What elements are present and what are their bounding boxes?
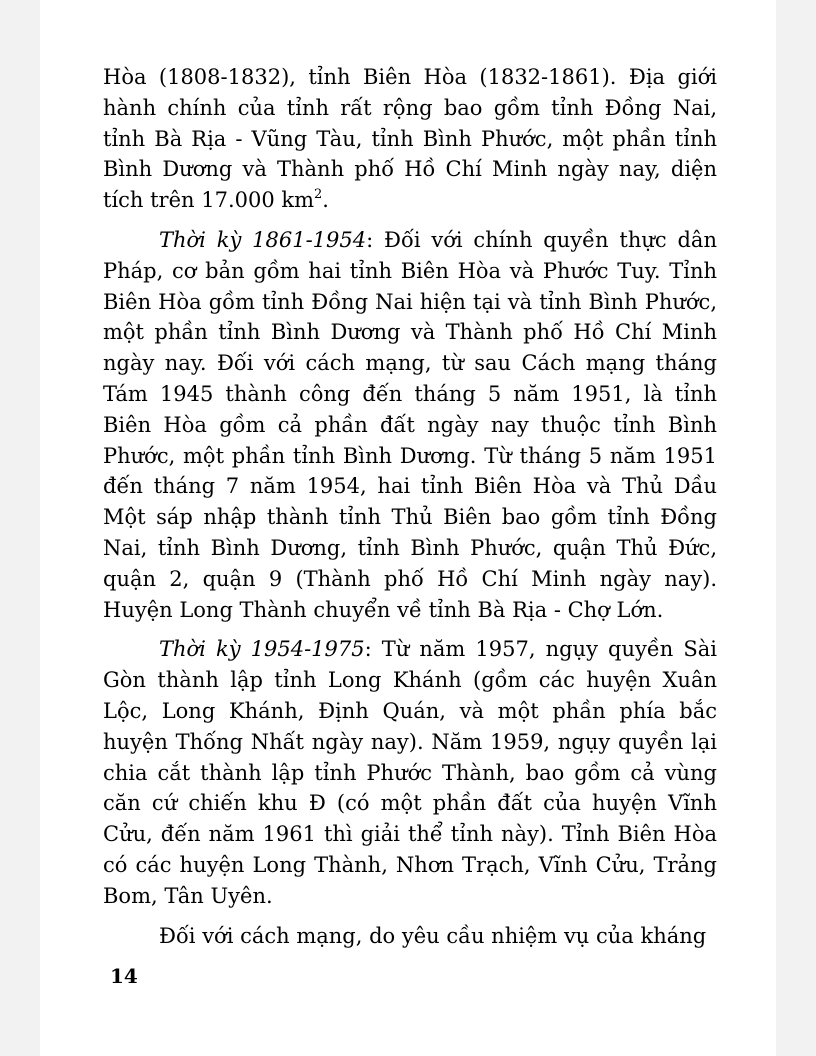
paragraph-1-end: .	[322, 188, 329, 213]
page-number: 14	[110, 964, 138, 988]
book-page	[40, 0, 776, 1056]
paragraph-3	[103, 634, 717, 911]
period-heading-1954-1975: Thời kỳ 1954-1975	[159, 637, 365, 662]
paragraph-3-text: : Từ năm 1957, ngụy quyền Sài Gòn thành lập tỉnh Long Khánh (gồm các huyện Xuân Lộc, Long Khánh, Định Quán, và một phần phía bắc huyện Thống Nhất ngày nay). Năm 1959, ngụy quyền lại chia cắt thành lập tỉnh Phước Thành, bao gồm cả vùng căn cứ chiến khu Đ (có một phần đất của huyện Vĩnh Cửu, đến năm 1961 thì giải thể tỉnh này). Tỉnh Biên Hòa có các huyện Long Thành, Nhơn Trạch, Vĩnh Cửu, Trảng Bom, Tân Uyên.	[103, 637, 717, 908]
paragraph-4-text: Đối với cách mạng, do yêu cầu nhiệm vụ của kháng	[159, 923, 707, 948]
body-text	[103, 62, 717, 951]
paragraph-2-text: : Đối với chính quyền thực dân Pháp, cơ bản gồm hai tỉnh Biên Hòa và Phước Tuy. Tỉnh Biên Hòa gồm tỉnh Đồng Nai hiện tại và tỉnh Bình Phước, một phần tỉnh Bình Dương và Thành phố Hồ Chí Minh ngày nay. Đối với cách mạng, từ sau Cách mạng tháng Tám 1945 thành công đến tháng 5 năm 1951, là tỉnh Biên Hòa gồm cả phần đất ngày nay thuộc tỉnh Bình Phước, một phần tỉnh Bình Dương. Từ tháng 5 năm 1951 đến tháng 7 năm 1954, hai tỉnh Biên Hòa và Thủ Dầu Một sáp nhập thành tỉnh Thủ Biên bao gồm tỉnh Đồng Nai, tỉnh Bình Dương, tỉnh Bình Phước, quận Thủ Đức, quận 2, quận 9 (Thành phố Hồ Chí Minh ngày nay). Huyện Long Thành chuyển về tỉnh Bà Rịa - Chợ Lớn.	[103, 227, 717, 622]
paragraph-1	[103, 62, 717, 216]
paragraph-1-text: Hòa (1808-1832), tỉnh Biên Hòa (1832-1861). Địa giới hành chính của tỉnh rất rộng bao gồm tỉnh Đồng Nai, tỉnh Bà Rịa - Vũng Tàu, tỉnh Bình Phước, một phần tỉnh Bình Dương và Thành phố Hồ Chí Minh ngày nay, diện tích trên 17.000 km	[103, 65, 717, 213]
paragraph-2	[103, 225, 717, 625]
period-heading-1861-1954: Thời kỳ 1861-1954	[159, 227, 367, 252]
paragraph-4	[103, 921, 717, 952]
superscript-2: 2	[314, 187, 323, 203]
